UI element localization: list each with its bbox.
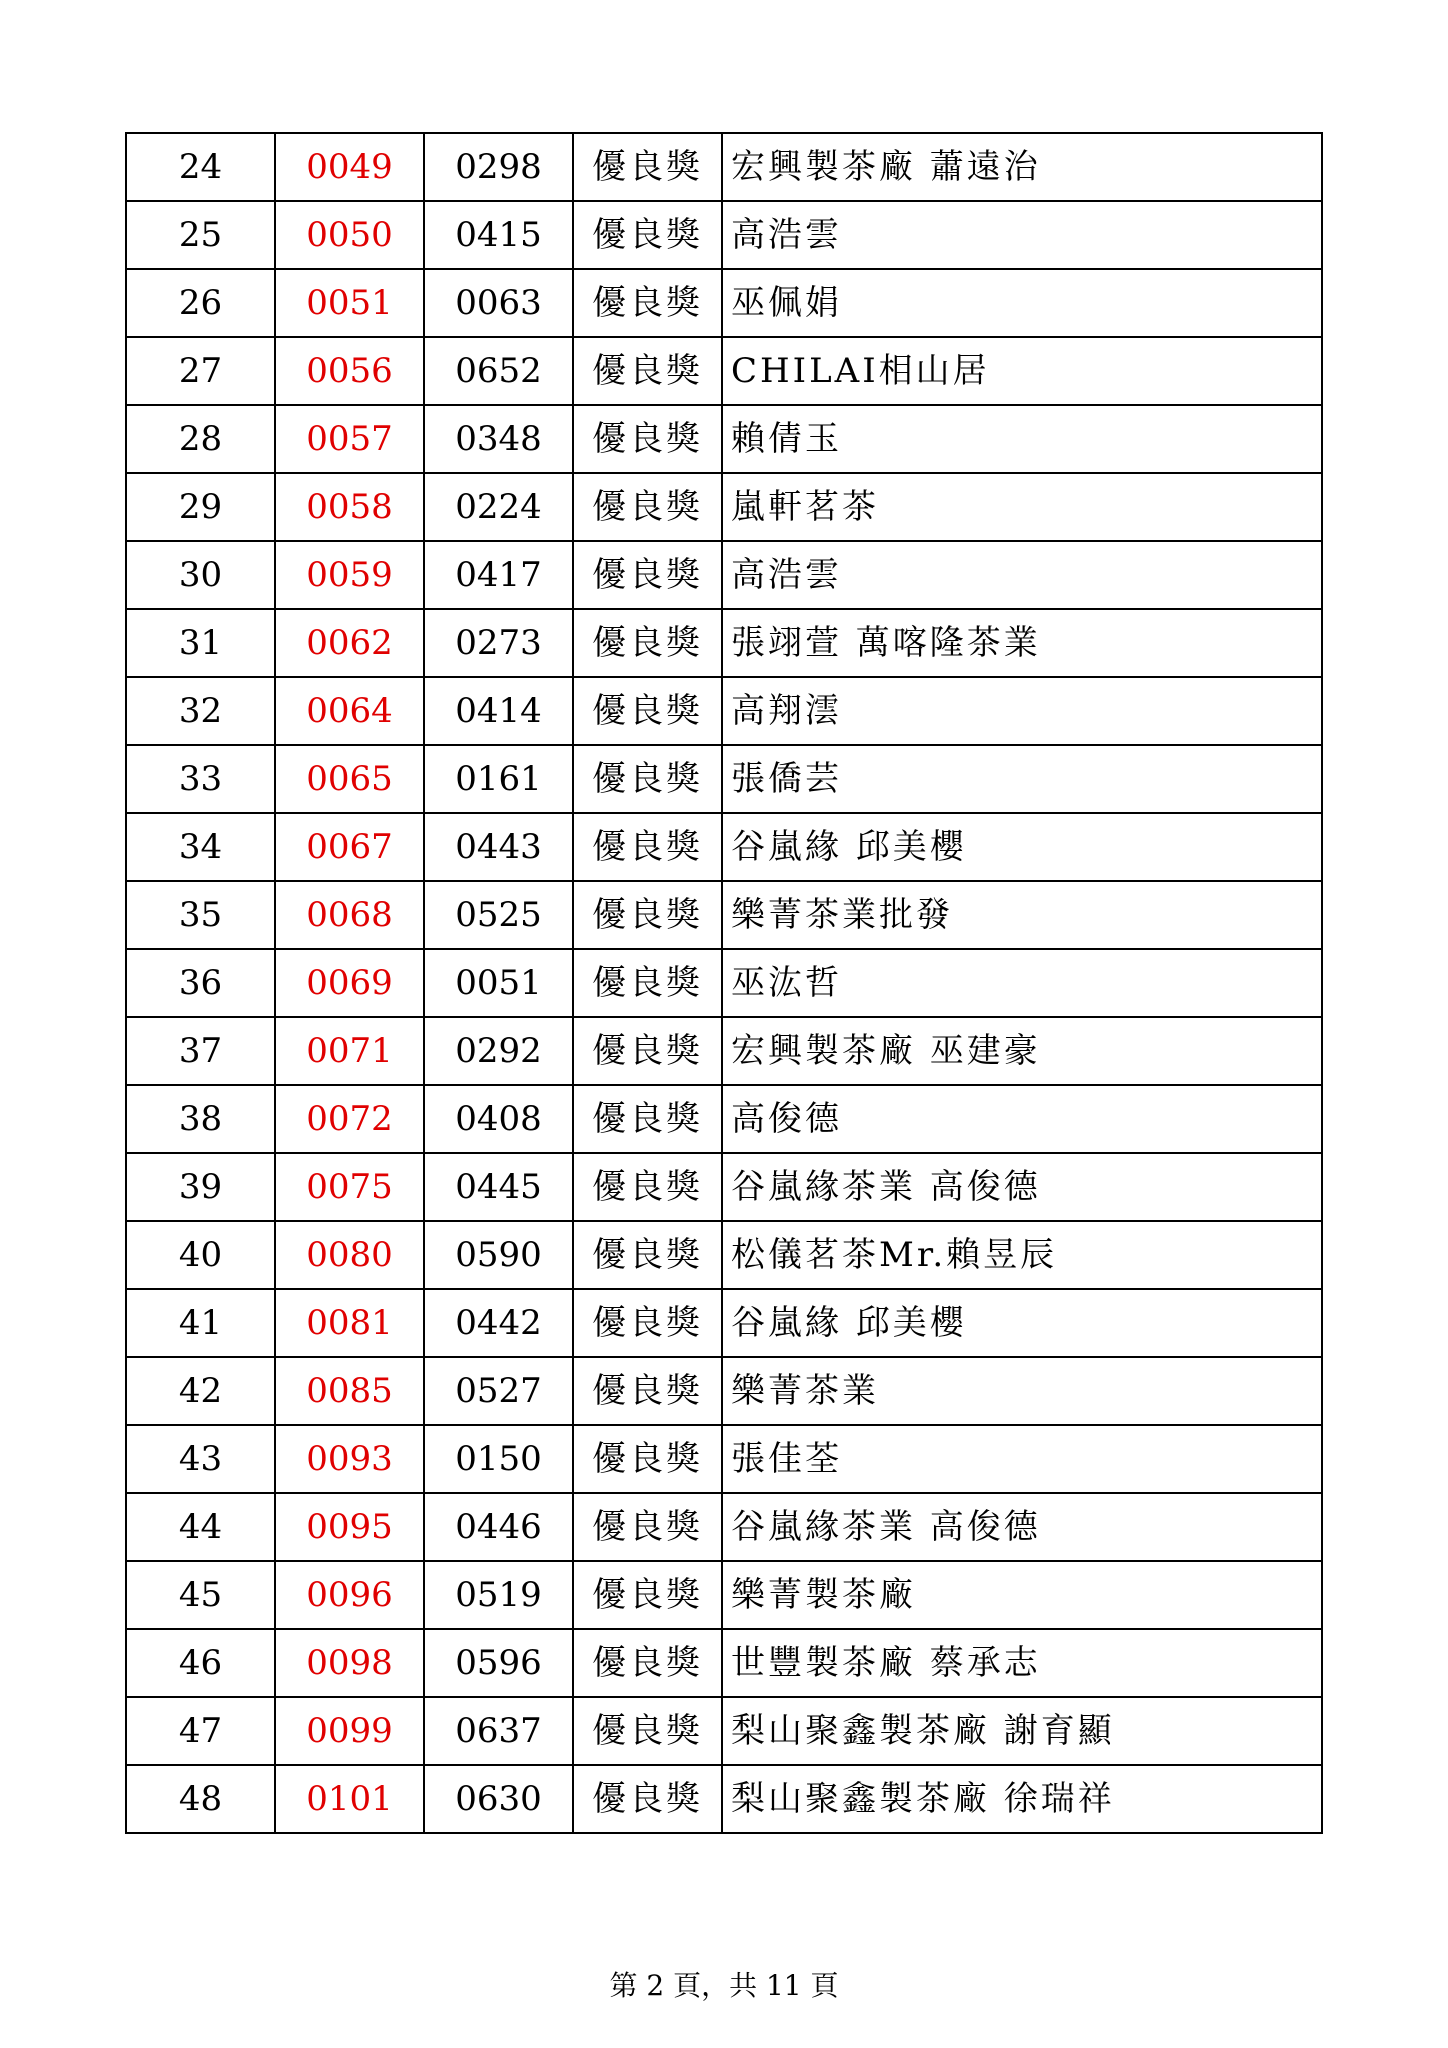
table-row <box>126 745 1322 813</box>
winner-name-cell: 谷嵐緣 邱美櫻 <box>722 1289 1322 1357</box>
code-number-cell: 0051 <box>275 269 424 337</box>
serial-number-cell: 28 <box>126 405 275 473</box>
code-number-cell: 0101 <box>275 1765 424 1833</box>
award-level-cell: 優良獎 <box>573 1153 722 1221</box>
entry-number-cell: 0414 <box>424 677 573 745</box>
entry-number-cell: 0408 <box>424 1085 573 1153</box>
code-number-cell: 0095 <box>275 1493 424 1561</box>
award-level-cell: 優良獎 <box>573 1765 722 1833</box>
award-level-cell: 優良獎 <box>573 881 722 949</box>
table-row <box>126 1765 1322 1833</box>
serial-number-cell: 43 <box>126 1425 275 1493</box>
winner-name-cell: 巫汯哲 <box>722 949 1322 1017</box>
table-row <box>126 1493 1322 1561</box>
code-number-cell: 0096 <box>275 1561 424 1629</box>
table-row <box>126 1425 1322 1493</box>
entry-number-cell: 0527 <box>424 1357 573 1425</box>
award-level-cell: 優良獎 <box>573 269 722 337</box>
award-level-cell: 優良獎 <box>573 1357 722 1425</box>
entry-number-cell: 0525 <box>424 881 573 949</box>
serial-number-cell: 48 <box>126 1765 275 1833</box>
winner-name-cell: 谷嵐緣茶業 高俊德 <box>722 1493 1322 1561</box>
winner-name-cell: 張佳荃 <box>722 1425 1322 1493</box>
winner-name-cell: 高翔澐 <box>722 677 1322 745</box>
winner-name-cell: 高浩雲 <box>722 541 1322 609</box>
code-number-cell: 0071 <box>275 1017 424 1085</box>
table-row <box>126 1561 1322 1629</box>
entry-number-cell: 0630 <box>424 1765 573 1833</box>
winner-name-cell: 谷嵐緣 邱美櫻 <box>722 813 1322 881</box>
serial-number-cell: 44 <box>126 1493 275 1561</box>
code-number-cell: 0059 <box>275 541 424 609</box>
code-number-cell: 0058 <box>275 473 424 541</box>
serial-number-cell: 35 <box>126 881 275 949</box>
award-level-cell: 優良獎 <box>573 1629 722 1697</box>
table-row <box>126 1357 1322 1425</box>
table-row <box>126 1697 1322 1765</box>
winner-name-cell: 賴倩玉 <box>722 405 1322 473</box>
table-row <box>126 881 1322 949</box>
serial-number-cell: 47 <box>126 1697 275 1765</box>
winner-name-cell: 世豐製茶廠 蔡承志 <box>722 1629 1322 1697</box>
serial-number-cell: 40 <box>126 1221 275 1289</box>
code-number-cell: 0065 <box>275 745 424 813</box>
table-row <box>126 1153 1322 1221</box>
serial-number-cell: 46 <box>126 1629 275 1697</box>
serial-number-cell: 34 <box>126 813 275 881</box>
award-level-cell: 優良獎 <box>573 1221 722 1289</box>
serial-number-cell: 38 <box>126 1085 275 1153</box>
award-level-cell: 優良獎 <box>573 473 722 541</box>
code-number-cell: 0098 <box>275 1629 424 1697</box>
code-number-cell: 0062 <box>275 609 424 677</box>
entry-number-cell: 0442 <box>424 1289 573 1357</box>
entry-number-cell: 0417 <box>424 541 573 609</box>
entry-number-cell: 0348 <box>424 405 573 473</box>
table-row <box>126 1085 1322 1153</box>
winner-name-cell: 高浩雲 <box>722 201 1322 269</box>
serial-number-cell: 39 <box>126 1153 275 1221</box>
code-number-cell: 0068 <box>275 881 424 949</box>
winner-name-cell: 張翊萱 萬喀隆茶業 <box>722 609 1322 677</box>
entry-number-cell: 0298 <box>424 133 573 201</box>
winner-name-cell: 張僑芸 <box>722 745 1322 813</box>
serial-number-cell: 26 <box>126 269 275 337</box>
award-level-cell: 優良獎 <box>573 337 722 405</box>
award-level-cell: 優良獎 <box>573 1561 722 1629</box>
entry-number-cell: 0063 <box>424 269 573 337</box>
serial-number-cell: 42 <box>126 1357 275 1425</box>
serial-number-cell: 24 <box>126 133 275 201</box>
code-number-cell: 0050 <box>275 201 424 269</box>
page-footer: 第 2 頁，共 11 頁 <box>609 1969 839 2002</box>
entry-number-cell: 0161 <box>424 745 573 813</box>
winner-name-cell: 樂菁茶業 <box>722 1357 1322 1425</box>
entry-number-cell: 0292 <box>424 1017 573 1085</box>
code-number-cell: 0085 <box>275 1357 424 1425</box>
code-number-cell: 0099 <box>275 1697 424 1765</box>
code-number-cell: 0075 <box>275 1153 424 1221</box>
award-rows <box>126 133 1322 1833</box>
serial-number-cell: 27 <box>126 337 275 405</box>
code-number-cell: 0093 <box>275 1425 424 1493</box>
table-row <box>126 1289 1322 1357</box>
winner-name-cell: 樂菁製茶廠 <box>722 1561 1322 1629</box>
table-row <box>126 677 1322 745</box>
winner-name-cell: 宏興製茶廠 蕭遠治 <box>722 133 1322 201</box>
code-number-cell: 0056 <box>275 337 424 405</box>
award-level-cell: 優良獎 <box>573 541 722 609</box>
winner-name-cell: 松儀茗茶Mr.賴昱辰 <box>722 1221 1322 1289</box>
award-level-cell: 優良獎 <box>573 677 722 745</box>
code-number-cell: 0080 <box>275 1221 424 1289</box>
code-number-cell: 0064 <box>275 677 424 745</box>
award-level-cell: 優良獎 <box>573 1085 722 1153</box>
award-level-cell: 優良獎 <box>573 813 722 881</box>
entry-number-cell: 0596 <box>424 1629 573 1697</box>
code-number-cell: 0081 <box>275 1289 424 1357</box>
winner-name-cell: CHILAI相山居 <box>722 337 1322 405</box>
entry-number-cell: 0446 <box>424 1493 573 1561</box>
serial-number-cell: 31 <box>126 609 275 677</box>
award-level-cell: 優良獎 <box>573 949 722 1017</box>
winner-name-cell: 宏興製茶廠 巫建豪 <box>722 1017 1322 1085</box>
winner-name-cell: 梨山聚鑫製茶廠 徐瑞祥 <box>722 1765 1322 1833</box>
winner-name-cell: 嵐軒茗茶 <box>722 473 1322 541</box>
table-row <box>126 473 1322 541</box>
entry-number-cell: 0224 <box>424 473 573 541</box>
code-number-cell: 0069 <box>275 949 424 1017</box>
winner-name-cell: 樂菁茶業批發 <box>722 881 1322 949</box>
table-row <box>126 337 1322 405</box>
table-row <box>126 1629 1322 1697</box>
entry-number-cell: 0652 <box>424 337 573 405</box>
code-number-cell: 0049 <box>275 133 424 201</box>
serial-number-cell: 29 <box>126 473 275 541</box>
table-row <box>126 1221 1322 1289</box>
entry-number-cell: 0637 <box>424 1697 573 1765</box>
award-level-cell: 優良獎 <box>573 745 722 813</box>
award-level-cell: 優良獎 <box>573 1017 722 1085</box>
entry-number-cell: 0150 <box>424 1425 573 1493</box>
serial-number-cell: 36 <box>126 949 275 1017</box>
winner-name-cell: 高俊德 <box>722 1085 1322 1153</box>
table-row <box>126 541 1322 609</box>
serial-number-cell: 32 <box>126 677 275 745</box>
table-row <box>126 405 1322 473</box>
table-row <box>126 609 1322 677</box>
serial-number-cell: 45 <box>126 1561 275 1629</box>
serial-number-cell: 25 <box>126 201 275 269</box>
entry-number-cell: 0051 <box>424 949 573 1017</box>
entry-number-cell: 0590 <box>424 1221 573 1289</box>
code-number-cell: 0057 <box>275 405 424 473</box>
table-row <box>126 813 1322 881</box>
table-row <box>126 1017 1322 1085</box>
award-table <box>125 132 1323 1834</box>
winner-name-cell: 巫佩娟 <box>722 269 1322 337</box>
award-level-cell: 優良獎 <box>573 1697 722 1765</box>
award-level-cell: 優良獎 <box>573 609 722 677</box>
entry-number-cell: 0415 <box>424 201 573 269</box>
award-level-cell: 優良獎 <box>573 201 722 269</box>
serial-number-cell: 41 <box>126 1289 275 1357</box>
table-row <box>126 949 1322 1017</box>
entry-number-cell: 0519 <box>424 1561 573 1629</box>
code-number-cell: 0072 <box>275 1085 424 1153</box>
award-level-cell: 優良獎 <box>573 405 722 473</box>
code-number-cell: 0067 <box>275 813 424 881</box>
table-row <box>126 133 1322 201</box>
table-row <box>126 201 1322 269</box>
entry-number-cell: 0445 <box>424 1153 573 1221</box>
winner-name-cell: 梨山聚鑫製茶廠 謝育顯 <box>722 1697 1322 1765</box>
serial-number-cell: 37 <box>126 1017 275 1085</box>
entry-number-cell: 0443 <box>424 813 573 881</box>
serial-number-cell: 33 <box>126 745 275 813</box>
award-level-cell: 優良獎 <box>573 1425 722 1493</box>
serial-number-cell: 30 <box>126 541 275 609</box>
winner-name-cell: 谷嵐緣茶業 高俊德 <box>722 1153 1322 1221</box>
table-row <box>126 269 1322 337</box>
award-level-cell: 優良獎 <box>573 1289 722 1357</box>
award-level-cell: 優良獎 <box>573 133 722 201</box>
entry-number-cell: 0273 <box>424 609 573 677</box>
award-level-cell: 優良獎 <box>573 1493 722 1561</box>
